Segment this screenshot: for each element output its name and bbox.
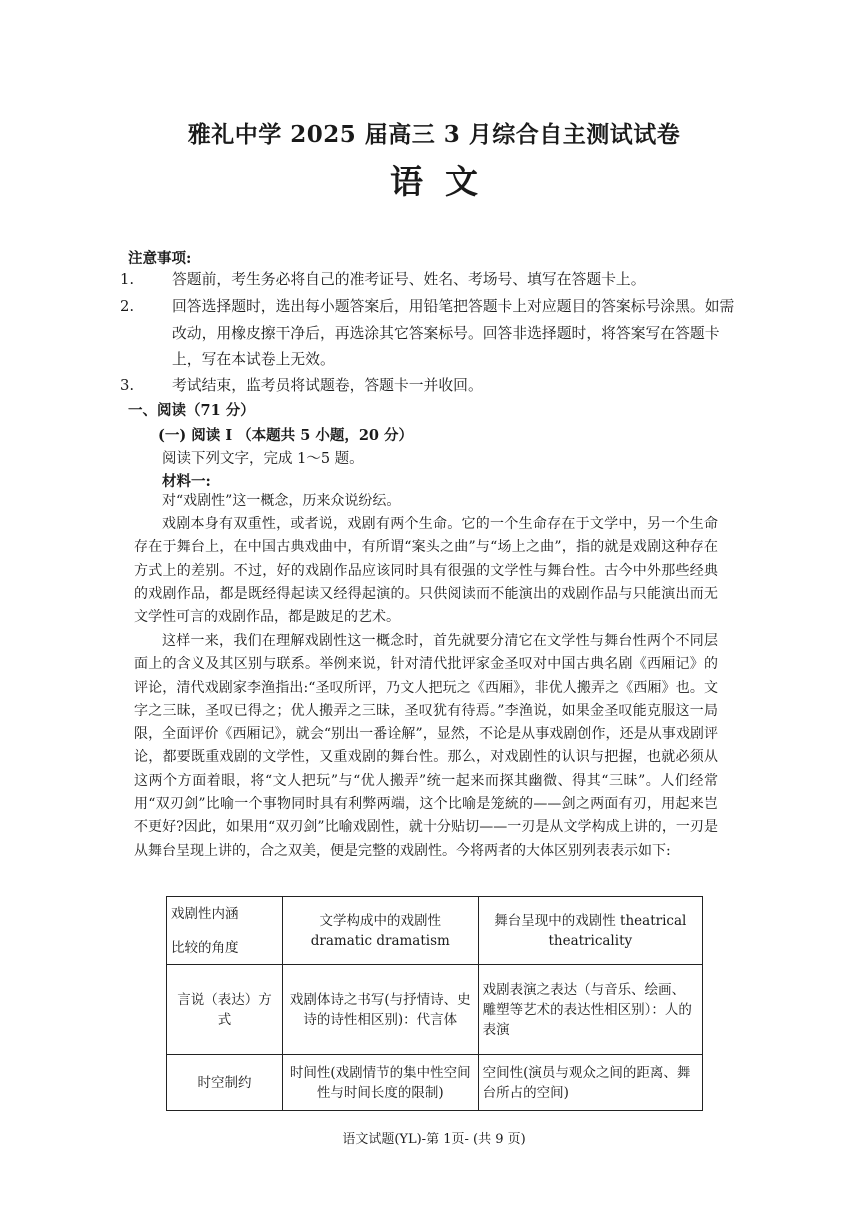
note-number: 3. [120, 377, 135, 394]
row-theatrical-cell: 空间性(演员与观众之间的距离、舞台所占的空间) [478, 1055, 702, 1111]
comparison-table [166, 896, 703, 1111]
subsection-heading: (一) 阅读 I （本题共 5 小题，20 分） [158, 427, 414, 444]
material-label: 材料一: [162, 473, 211, 490]
header-connotation: 戏剧性内涵 [171, 905, 239, 922]
header-angle: 比较的角度 [171, 939, 239, 956]
diagonal-header-cell [167, 897, 283, 965]
note-text: 考试结束，监考员将试题卷，答题卡一并收回。 [172, 377, 483, 394]
note-item [120, 294, 747, 374]
note-number: 2. [120, 298, 135, 315]
section-heading: 一、阅读（71 分） [128, 402, 255, 419]
table-header-row [167, 897, 703, 965]
table-row [167, 1055, 703, 1111]
notes-heading: 注意事项: [128, 250, 192, 267]
header-literary: 文学构成中的戏剧性 dramatic dramatism [283, 897, 479, 965]
paragraph: 对“戏剧性”这一概念，历来众说纷纭。 [162, 493, 401, 509]
paragraph: 这样一来，我们在理解戏剧性这一概念时，首先就要分清它在文学性与舞台性两个不同层面上的含义及其区别与联系。举例来说，针对清代批评家金圣叹对中国古典名剧《西厢记》的评论，清代戏剧家李渔指出:“圣叹所评，乃文人把玩之《西厢》，非优人搬弄之《西厢》也。文字之三昧，圣叹已得之；优人搬弄之三昧，圣叹犹有待焉。”李渔说，如果金圣叹能克服这一局限，全面评价《西厢记》，就会“别出一番诠解”，显然，不论是从事戏剧创作，还是从事戏剧评论，都要既重戏剧的文学性，又重戏剧的舞台性。那么，对戏剧性的认识与把握，也就必须从这两个方面着眼，将“文人把玩”与“优人搬弄”统一起来而探其幽微、得其“三昧”。人们经常用“双刃剑”比喻一个事物同时具有利弊两端，这个比喻是笼統的——剑之两面有刃，用起来岂不更好?因此，如果用“双刃剑”比喻戏剧性，就十分贴切——一刃是从文学构成上讲的，一刃是从舞台呈现上讲的，合之双美，便是完整的戏剧性。今将两者的大体区别列表表示如下: [134, 633, 718, 859]
table-row [167, 965, 703, 1055]
note-text: 答题前，考生务必将自己的准考证号、姓名、考场号、填写在答题卡上。 [172, 271, 646, 288]
row-literary-cell: 时间性(戏剧情节的集中性空间性与时间长度的限制) [283, 1055, 479, 1111]
page-footer: 语文试题(YL)-第 1页- (共 9 页) [342, 1132, 526, 1147]
note-item [120, 373, 747, 400]
note-text: 回答选择题时，选出每小题答案后，用铅笔把答题卡上对应题目的答案标号涂黑。如需改动，用橡皮擦干净后，再选涂其它答案标号。回答非选择题时，将答案写在答题卡上，写在本试卷上无效。 [172, 298, 735, 368]
row-literary-cell: 戏剧体诗之书写(与抒情诗、史诗的诗性相区别)：代言体 [283, 965, 479, 1055]
paragraph: 戏剧本身有双重性，或者说，戏剧有两个生命。它的一个生命存在于文学中，另一个生命存在于舞台上，在中国古典戏曲中，有所谓“案头之曲”与“场上之曲”，指的就是戏剧这种存在方式上的差别。不过，好的戏剧作品应该同时具有很强的文学性与舞台性。古今中外那些经典的戏剧作品，都是既经得起读又经得起演的。只供阅读而不能演出的戏剧作品与只能演出而无文学性可言的戏剧作品，都是跛足的艺术。 [134, 516, 718, 626]
exam-title: 雅礼中学 2025 届高三 3 月综合自主测试试卷 [187, 121, 681, 148]
header-theatrical: 舞台呈现中的戏剧性 theatrical theatricality [478, 897, 702, 965]
row-theatrical-cell: 戏剧表演之表达（与音乐、绘画、雕塑等艺术的表达性相区别）：人的表演 [478, 965, 702, 1055]
row-label: 言说（表达）方式 [167, 965, 283, 1055]
subject-title: 语文 [390, 162, 500, 201]
note-item [120, 267, 747, 294]
reading-instruction: 阅读下列文字，完成 1～5 题。 [162, 451, 364, 467]
row-label: 时空制约 [167, 1055, 283, 1111]
note-number: 1. [120, 271, 135, 288]
